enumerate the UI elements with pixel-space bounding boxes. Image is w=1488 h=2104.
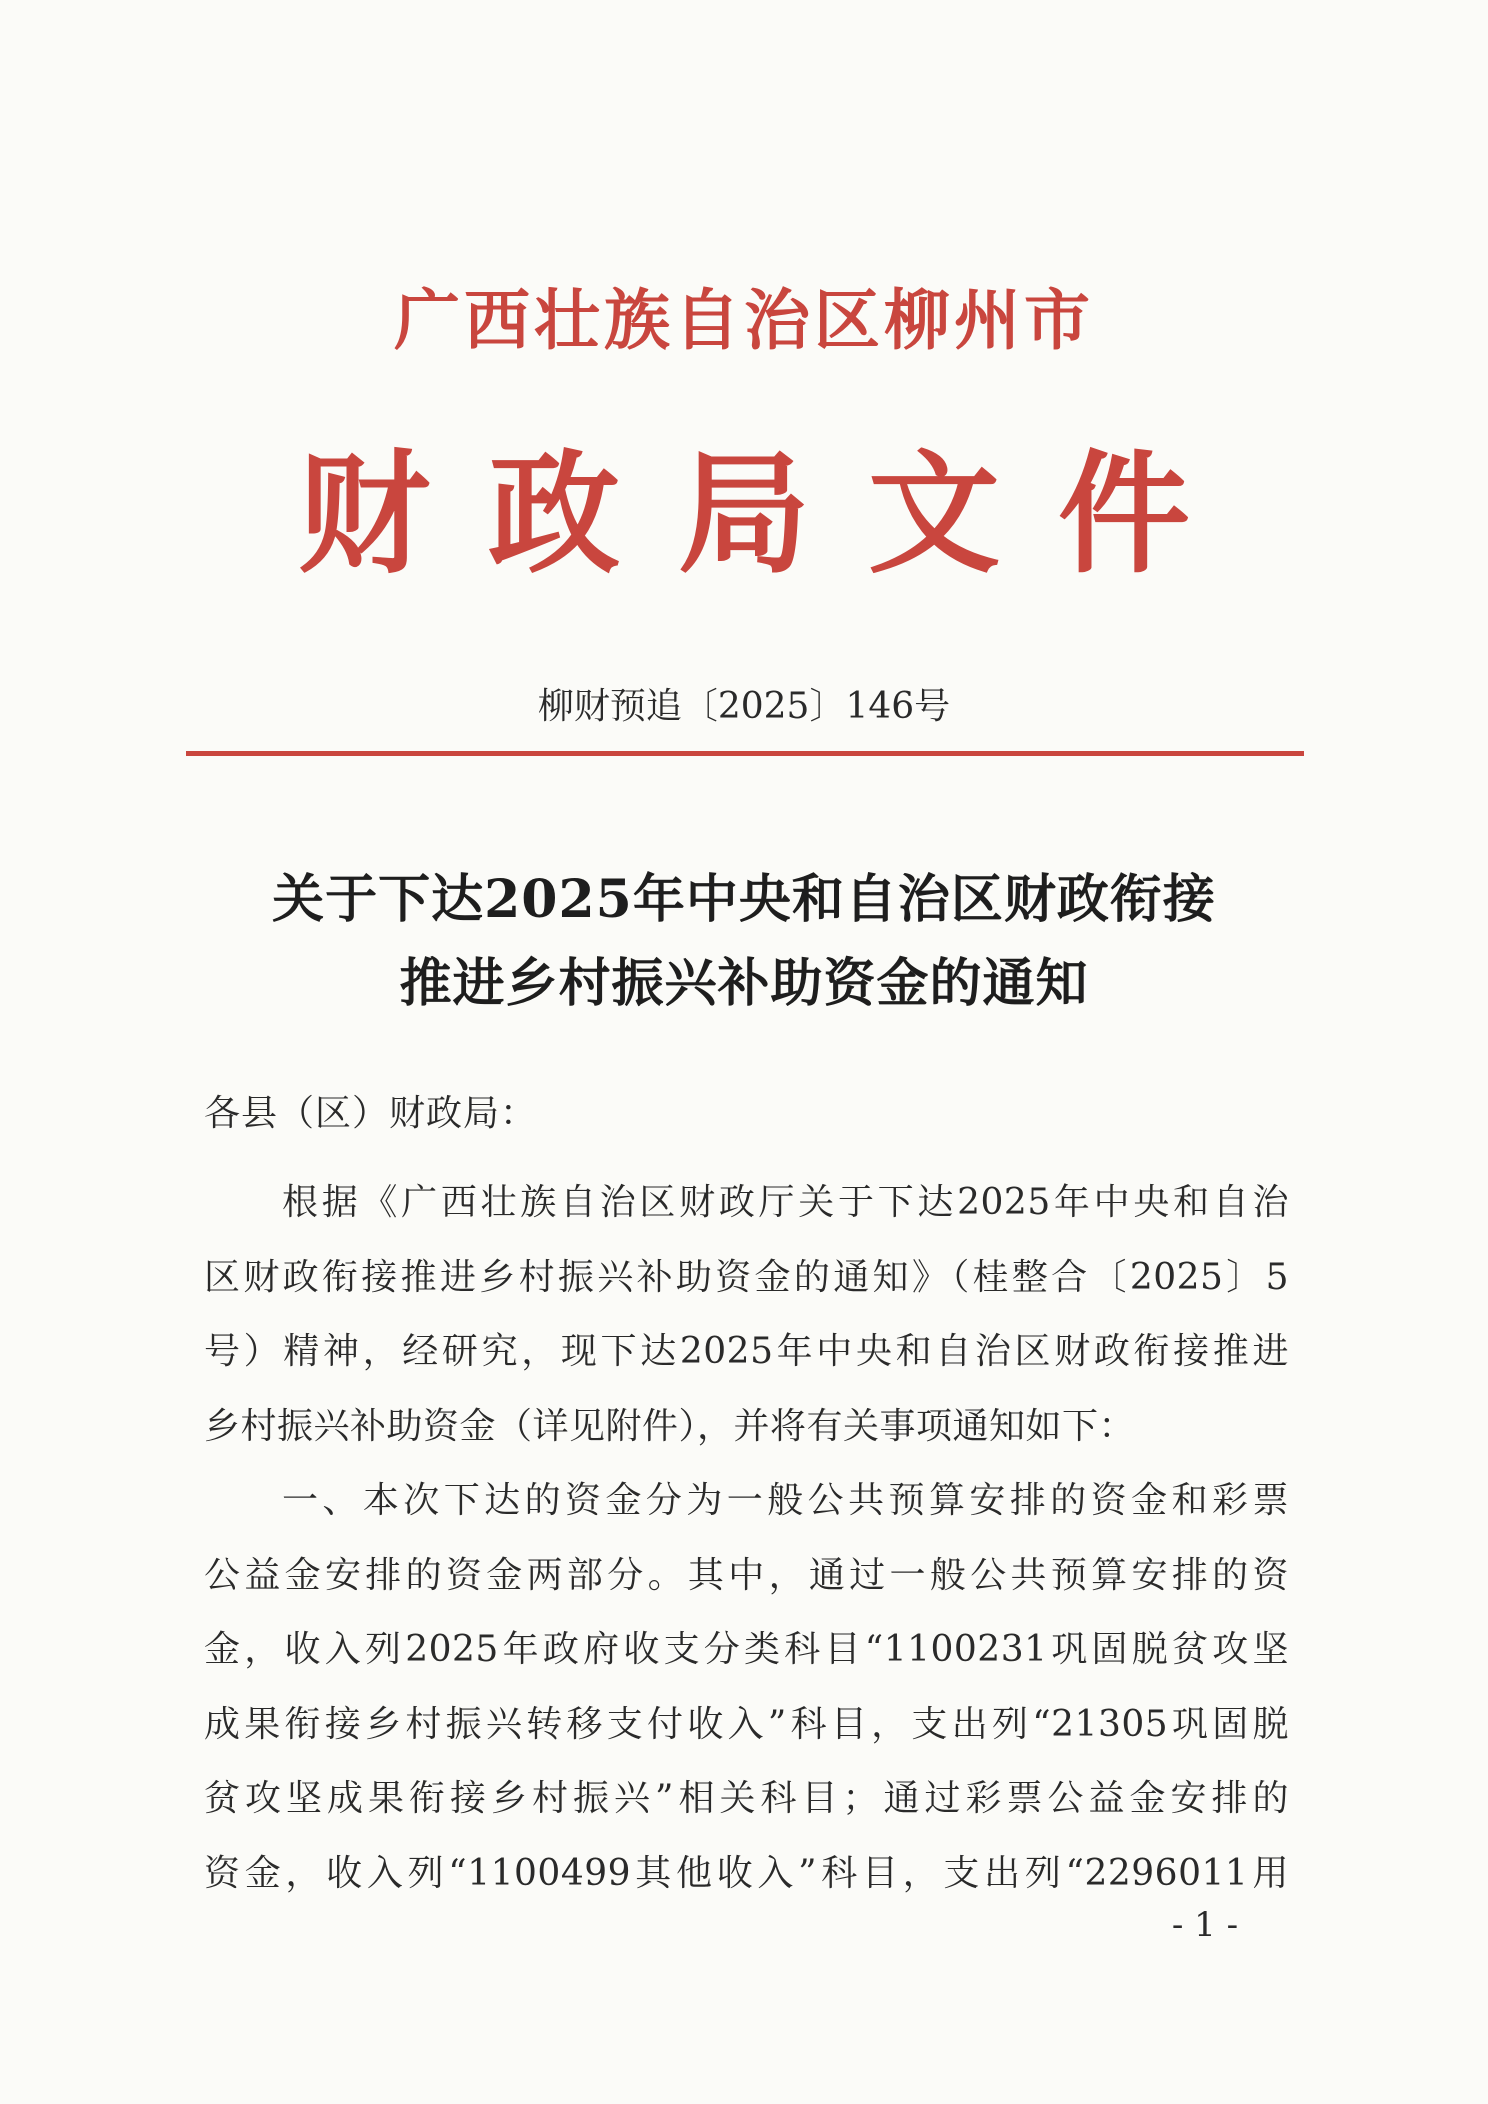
body-text	[204, 1166, 1289, 1911]
body-line: 区财政衔接推进乡村振兴补助资金的通知》（桂整合〔2025〕5	[204, 1256, 1289, 1298]
body-line: 金，收入列2025年政府收支分类科目“1100231巩固脱贫攻坚	[204, 1629, 1289, 1670]
notice-title-line-1: 关于下达2025年中央和自治区财政衔接	[272, 869, 1216, 930]
document-type-heading: 财政局文件	[298, 437, 1248, 592]
salutation: 各县（区）财政局：	[204, 1093, 538, 1134]
notice-title	[0, 858, 1488, 1026]
body-line: 成果衔接乡村振兴转移支付收入”科目，支出列“21305巩固脱	[204, 1703, 1289, 1745]
body-line: 根据《广西壮族自治区财政厅关于下达2025年中央和自治	[282, 1182, 1289, 1223]
red-divider-line	[186, 751, 1304, 756]
document-number: 柳财预追〔2025〕146号	[537, 686, 951, 727]
notice-title-line-2: 推进乡村振兴补助资金的通知	[399, 953, 1089, 1014]
body-line: 乡村振兴补助资金（详见附件），并将有关事项通知如下：	[204, 1405, 1136, 1447]
body-line: 公益金安排的资金两部分。其中，通过一般公共预算安排的资	[204, 1554, 1289, 1596]
body-line: 贫攻坚成果衔接乡村振兴”相关科目；通过彩票公益金安排的	[204, 1778, 1289, 1819]
issuer-name: 广西壮族自治区柳州市	[394, 281, 1094, 359]
body-line: 资金，收入列“1100499其他收入”科目，支出列“2296011用	[204, 1852, 1289, 1894]
body-line: 一、本次下达的资金分为一般公共预算安排的资金和彩票	[282, 1480, 1289, 1521]
page-number: - 1 -	[1171, 1905, 1239, 1945]
body-line: 号）精神，经研究，现下达2025年中央和自治区财政衔接推进	[204, 1331, 1289, 1372]
